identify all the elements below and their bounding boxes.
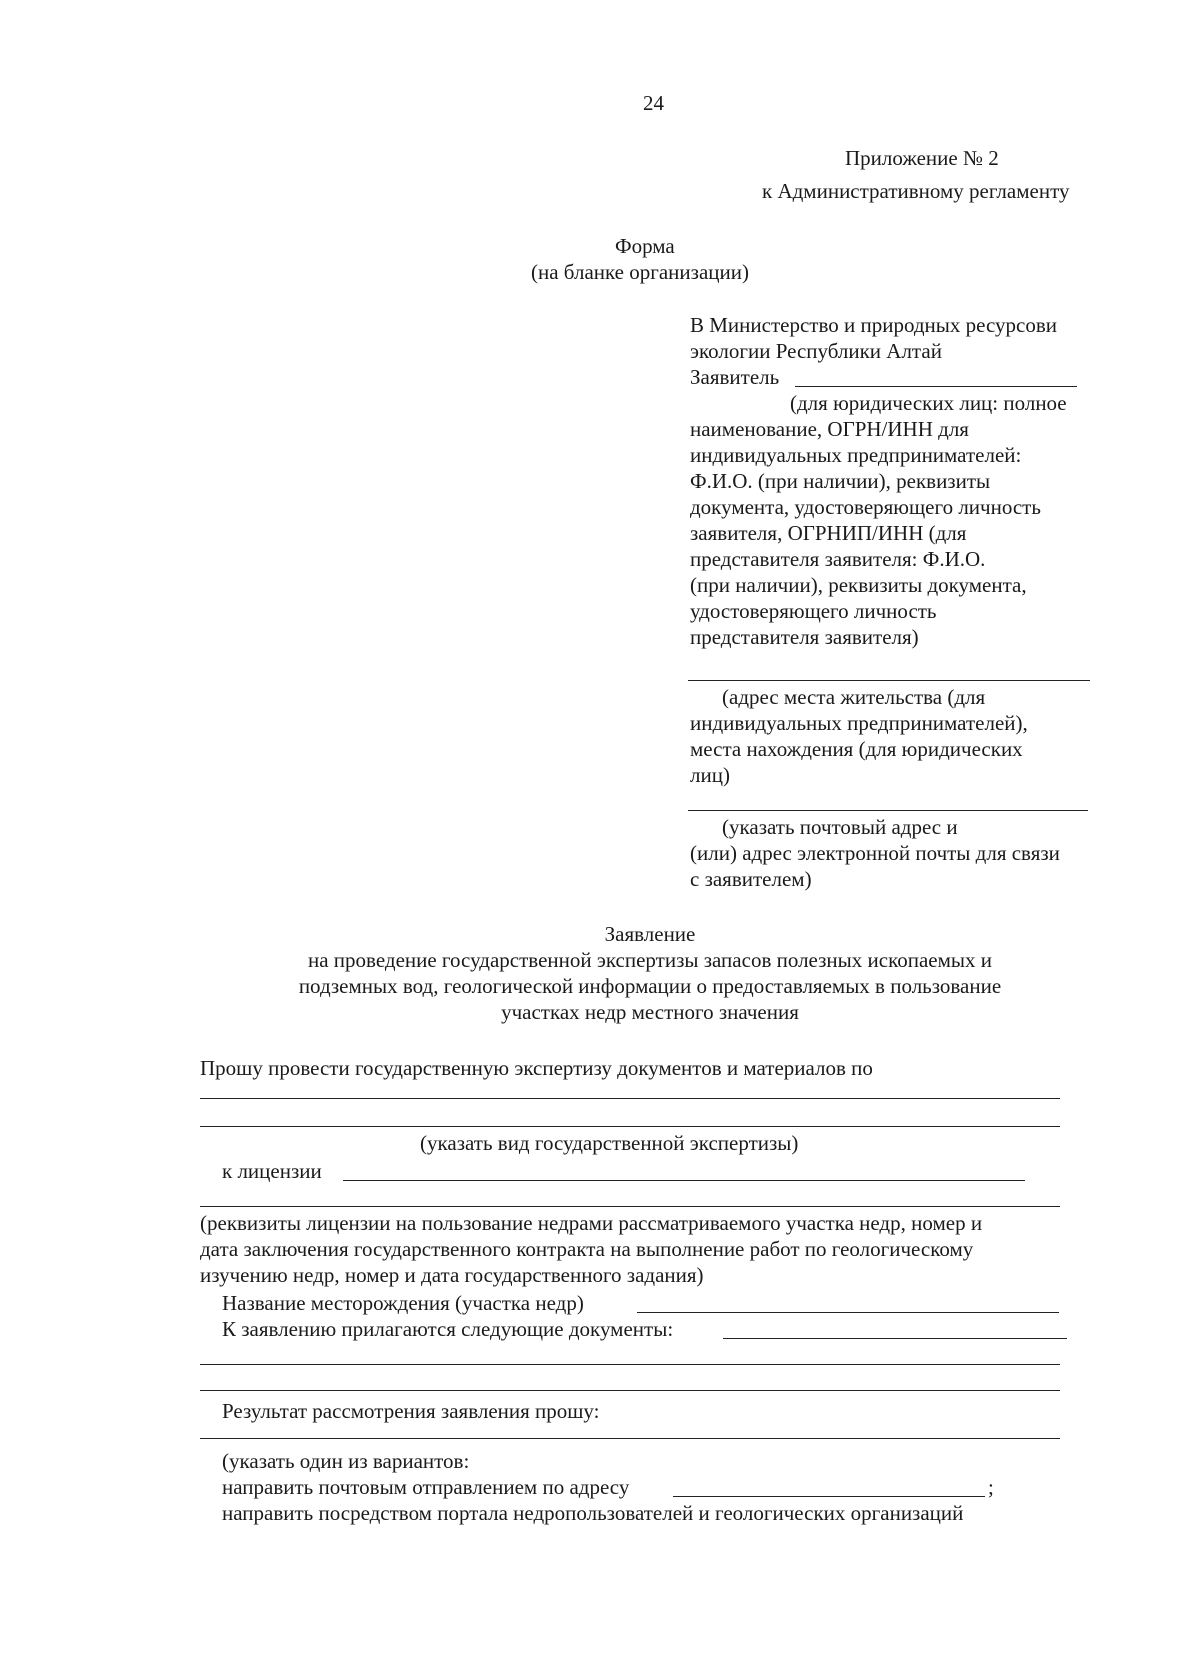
- note-line: изучению недр, номер и дата государственного задания): [200, 1263, 704, 1287]
- option-post-end: ;: [988, 1475, 994, 1499]
- license-field-line-2[interactable]: [200, 1206, 1060, 1207]
- attachments-label: К заявлению прилагаются следующие документы:: [222, 1317, 674, 1341]
- expertise-field-line-2[interactable]: [200, 1126, 1060, 1127]
- appendix-subtitle: к Административному регламенту: [762, 179, 1070, 203]
- note-line: представителя заявителя: Ф.И.О.: [690, 547, 986, 571]
- deposit-field-line[interactable]: [637, 1312, 1059, 1313]
- request-text: Прошу провести государственную экспертизу документов и материалов по: [200, 1056, 873, 1080]
- form-title: Форма: [615, 234, 675, 258]
- applicant-note: [690, 390, 1067, 650]
- note-line: (для юридических лиц: полное: [790, 391, 1067, 415]
- appendix-title: Приложение № 2: [845, 146, 999, 170]
- note-line: удостоверяющего личность: [690, 599, 937, 623]
- option-post: направить почтовым отправлением по адресу: [222, 1475, 630, 1499]
- address-note: [690, 684, 1028, 788]
- deposit-label: Название месторождения (участка недр): [222, 1291, 584, 1315]
- note-line: с заявителем): [690, 867, 812, 891]
- note-line: (при наличии), реквизиты документа,: [690, 573, 1027, 597]
- statement-subtitle-line: на проведение государственной экспертизы запасов полезных ископаемых и: [308, 948, 992, 972]
- address-field-line[interactable]: [688, 680, 1090, 681]
- expertise-note: (указать вид государственной экспертизы): [420, 1131, 799, 1155]
- note-line: (реквизиты лицензии на пользование недрами рассматриваемого участка недр, номер и: [200, 1211, 983, 1235]
- note-line: заявителя, ОГРНИП/ИНН (для: [690, 521, 967, 545]
- note-line: (указать почтовый адрес и: [722, 815, 958, 839]
- statement-title: Заявление: [604, 922, 696, 946]
- note-line: индивидуальных предпринимателей:: [690, 443, 1022, 467]
- license-note: [200, 1210, 982, 1288]
- option-portal: направить посредством портала недропользователей и геологических организаций: [222, 1501, 964, 1525]
- note-line: документа, удостоверяющего личность: [690, 495, 1041, 519]
- note-line: представителя заявителя): [690, 625, 919, 649]
- page-number: 24: [643, 91, 664, 115]
- note-line: наименование, ОГРН/ИНН для: [690, 417, 969, 441]
- form-subtitle: (на бланке организации): [531, 260, 749, 284]
- note-line: (адрес места жительства (для: [722, 685, 986, 709]
- result-label: Результат рассмотрения заявления прошу:: [222, 1399, 600, 1423]
- note-line: Ф.И.О. (при наличии), реквизиты: [690, 469, 991, 493]
- statement-subtitle-line: участках недр местного значения: [501, 1000, 799, 1024]
- statement-heading: [200, 921, 1100, 1025]
- result-field-line[interactable]: [200, 1438, 1060, 1439]
- license-field-line[interactable]: [343, 1180, 1025, 1181]
- expertise-field-line-1[interactable]: [200, 1098, 1060, 1099]
- addressee-line-1: В Министерство и природных ресурсови: [690, 313, 1057, 337]
- contact-note: [690, 814, 1060, 892]
- options-intro: (указать один из вариантов:: [222, 1449, 470, 1473]
- applicant-label: Заявитель: [690, 365, 780, 389]
- post-address-field-line[interactable]: [673, 1496, 985, 1497]
- statement-subtitle-line: подземных вод, геологической информации о предоставляемых в пользование: [298, 974, 1002, 998]
- attachments-field-line-3[interactable]: [200, 1390, 1060, 1391]
- attachments-field-line[interactable]: [723, 1338, 1067, 1339]
- note-line: дата заключения государственного контракта на выполнение работ по геологическому: [200, 1237, 974, 1261]
- note-line: (или) адрес электронной почты для связи: [690, 841, 1060, 865]
- note-line: места нахождения (для юридических: [690, 737, 1023, 761]
- note-line: лиц): [690, 763, 730, 787]
- applicant-field-line[interactable]: [795, 386, 1077, 387]
- contact-field-line[interactable]: [688, 810, 1088, 811]
- attachments-field-line-2[interactable]: [200, 1364, 1060, 1365]
- license-label: к лицензии: [222, 1159, 322, 1183]
- note-line: индивидуальных предпринимателей),: [690, 711, 1028, 735]
- addressee-line-2: экологии Республики Алтай: [690, 339, 942, 363]
